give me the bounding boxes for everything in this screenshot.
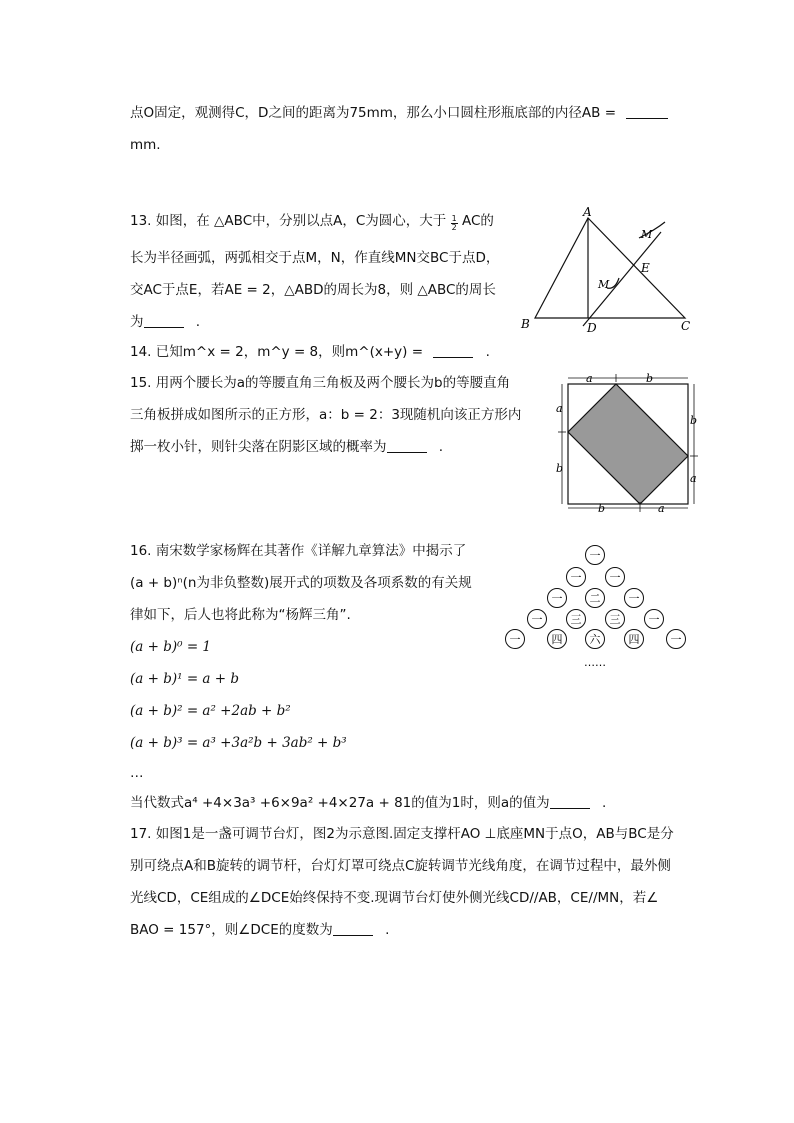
q16-eq-3	[130, 733, 347, 753]
q14-line	[130, 342, 490, 362]
q13-text-2: 长为半径画弧，两弧相交于点M，N，作直线MN交BC于点D，	[130, 250, 500, 266]
label-d: D	[587, 321, 597, 335]
fraction-half	[451, 215, 458, 232]
label-b: B	[521, 317, 530, 331]
q17-text-4: BAO = 157°，则∠DCE的度数为	[130, 922, 333, 938]
label-top-a: a	[586, 372, 593, 385]
q16-line-1	[130, 541, 466, 561]
label-left-b: b	[556, 462, 564, 475]
q16-text-3: 律如下，后人也将此称为“杨辉三角”.	[130, 607, 351, 623]
q17-text-3: 光线CD，CE组成的∠DCE始终保持不变.现调节台灯使外侧光线CD//AB，CE//MN，若∠	[130, 890, 659, 906]
triangle-cell: 六	[589, 633, 601, 646]
label-c: C	[681, 319, 691, 333]
triangle-figure	[515, 205, 695, 338]
q13-line-2	[130, 248, 499, 268]
equation-2: (a + b)² = a² +2ab + b²	[130, 703, 291, 719]
q17-line-2	[130, 856, 671, 876]
q16-text-2: (a + b)ⁿ(n为非负整数)展开式的项数及各项系数的有关规	[130, 575, 472, 591]
triangle-cell: 一	[551, 592, 563, 605]
triangle-cell: 三	[609, 613, 621, 626]
q15-line-2	[130, 405, 521, 425]
triangle-cell: 一	[609, 571, 621, 584]
q14-end: .	[485, 344, 490, 360]
q16-line-2	[130, 573, 472, 593]
triangle-cell: 四	[628, 633, 640, 646]
answer-blank[interactable]	[387, 438, 427, 453]
answer-blank[interactable]	[144, 313, 184, 328]
q16-ellipsis-line	[130, 763, 144, 783]
q16-line-3	[130, 605, 351, 625]
answer-blank[interactable]	[550, 794, 590, 809]
line-mn	[583, 232, 661, 326]
q17-line-3	[130, 888, 658, 908]
q13-line-1	[130, 211, 494, 232]
fraction-den: 2	[451, 223, 457, 232]
label-left-a: a	[556, 402, 563, 415]
triangle-cell: 二	[589, 592, 601, 605]
triangle-cell: 一	[589, 549, 601, 562]
answer-blank[interactable]	[433, 343, 473, 358]
q13-text-b: AC的	[461, 213, 494, 229]
triangle-cell: 一	[648, 613, 660, 626]
q13-end: .	[195, 314, 201, 330]
yanghui-triangle	[502, 542, 692, 677]
q13-text-a: 13. 如图，在 △ABC中，分别以点A，C为圆心，大于	[130, 213, 447, 229]
q16-eq-1	[130, 669, 239, 689]
triangle-cell: 一	[509, 633, 521, 646]
q13-line-4	[130, 312, 200, 332]
q15-line-3	[130, 437, 443, 457]
fraction-num: 1	[451, 214, 457, 223]
q15-text-2: 三角板拼成如图所示的正方形，a：b = 2：3现随机向该正方形内	[130, 407, 522, 423]
q17-end: .	[385, 922, 390, 938]
q16-last-line	[130, 793, 606, 813]
q15-line-1	[130, 373, 510, 393]
q16-last-text: 当代数式a⁴ +4×3a³ +6×9a² +4×27a + 81的值为1时，则a的值为	[130, 795, 550, 811]
triangle-cell: 四	[551, 633, 563, 646]
triangle-ellipsis: ……	[584, 656, 606, 669]
q17-text-1: 17. 如图1是一盏可调节台灯，图2为示意图.固定支撑杆AO ⊥底座MN于点O，AB与BC是分	[130, 826, 674, 842]
q17-line-1	[130, 824, 674, 844]
q15-text-1: 15. 用两个腰长为a的等腰直角三角板及两个腰长为b的等腰直角	[130, 375, 511, 391]
q16-end: .	[601, 795, 607, 811]
equation-3: (a + b)³ = a³ +3a²b + 3ab² + b³	[130, 735, 347, 751]
q15-end: .	[438, 439, 444, 455]
q17-text-2: 别可绕点A和B旋转的调节杆，台灯灯罩可绕点C旋转调节光线角度，在调节过程中，最外侧	[130, 858, 671, 874]
intro-line-2	[130, 135, 161, 155]
label-bottom-a: a	[658, 502, 665, 515]
square-figure	[550, 372, 700, 515]
label-right-b: b	[690, 414, 698, 427]
equation-0: (a + b)⁰ = 1	[130, 639, 212, 655]
q17-line-4	[130, 920, 389, 940]
triangle-cell: 一	[628, 592, 640, 605]
label-a: A	[583, 205, 592, 219]
ellipsis: …	[130, 765, 144, 781]
triangle-cell: 一	[570, 571, 582, 584]
intro-text: 点O固定，观测得C，D之间的距离为75mm，那么小口圆柱形瓶底部的内径AB =	[130, 105, 617, 121]
label-m-upper: M	[641, 228, 653, 241]
q15-text-3: 掷一枚小针，则针尖落在阴影区域的概率为	[130, 439, 387, 455]
q16-eq-2	[130, 701, 291, 721]
label-m-lower: M	[598, 278, 610, 291]
q16-text-1: 16. 南宋数学家杨辉在其著作《详解九章算法》中揭示了	[130, 543, 467, 559]
answer-blank[interactable]	[333, 921, 373, 936]
answer-blank[interactable]	[626, 104, 668, 119]
q16-eq-0	[130, 637, 211, 657]
q14-text: 14. 已知m^x = 2，m^y = 8，则m^(x+y) =	[130, 344, 424, 360]
triangle-cell: 一	[531, 613, 543, 626]
label-e: E	[641, 261, 650, 275]
label-right-a: a	[690, 472, 697, 485]
triangle-cell: 一	[670, 633, 682, 646]
intro-line-1	[130, 103, 668, 123]
equation-1: (a + b)¹ = a + b	[130, 671, 240, 687]
q13-line-3	[130, 280, 496, 300]
triangle-abc	[535, 218, 685, 318]
triangle-cell: 三	[570, 613, 582, 626]
q13-text-4: 为	[130, 314, 144, 330]
q13-text-3: 交AC于点E，若AE = 2，△ABD的周长为8，则 △ABC的周长	[130, 282, 496, 298]
intro-unit: mm.	[130, 137, 161, 153]
label-top-b: b	[646, 372, 654, 385]
shaded-rectangle[interactable]	[568, 384, 688, 504]
label-bottom-b: b	[598, 502, 606, 515]
